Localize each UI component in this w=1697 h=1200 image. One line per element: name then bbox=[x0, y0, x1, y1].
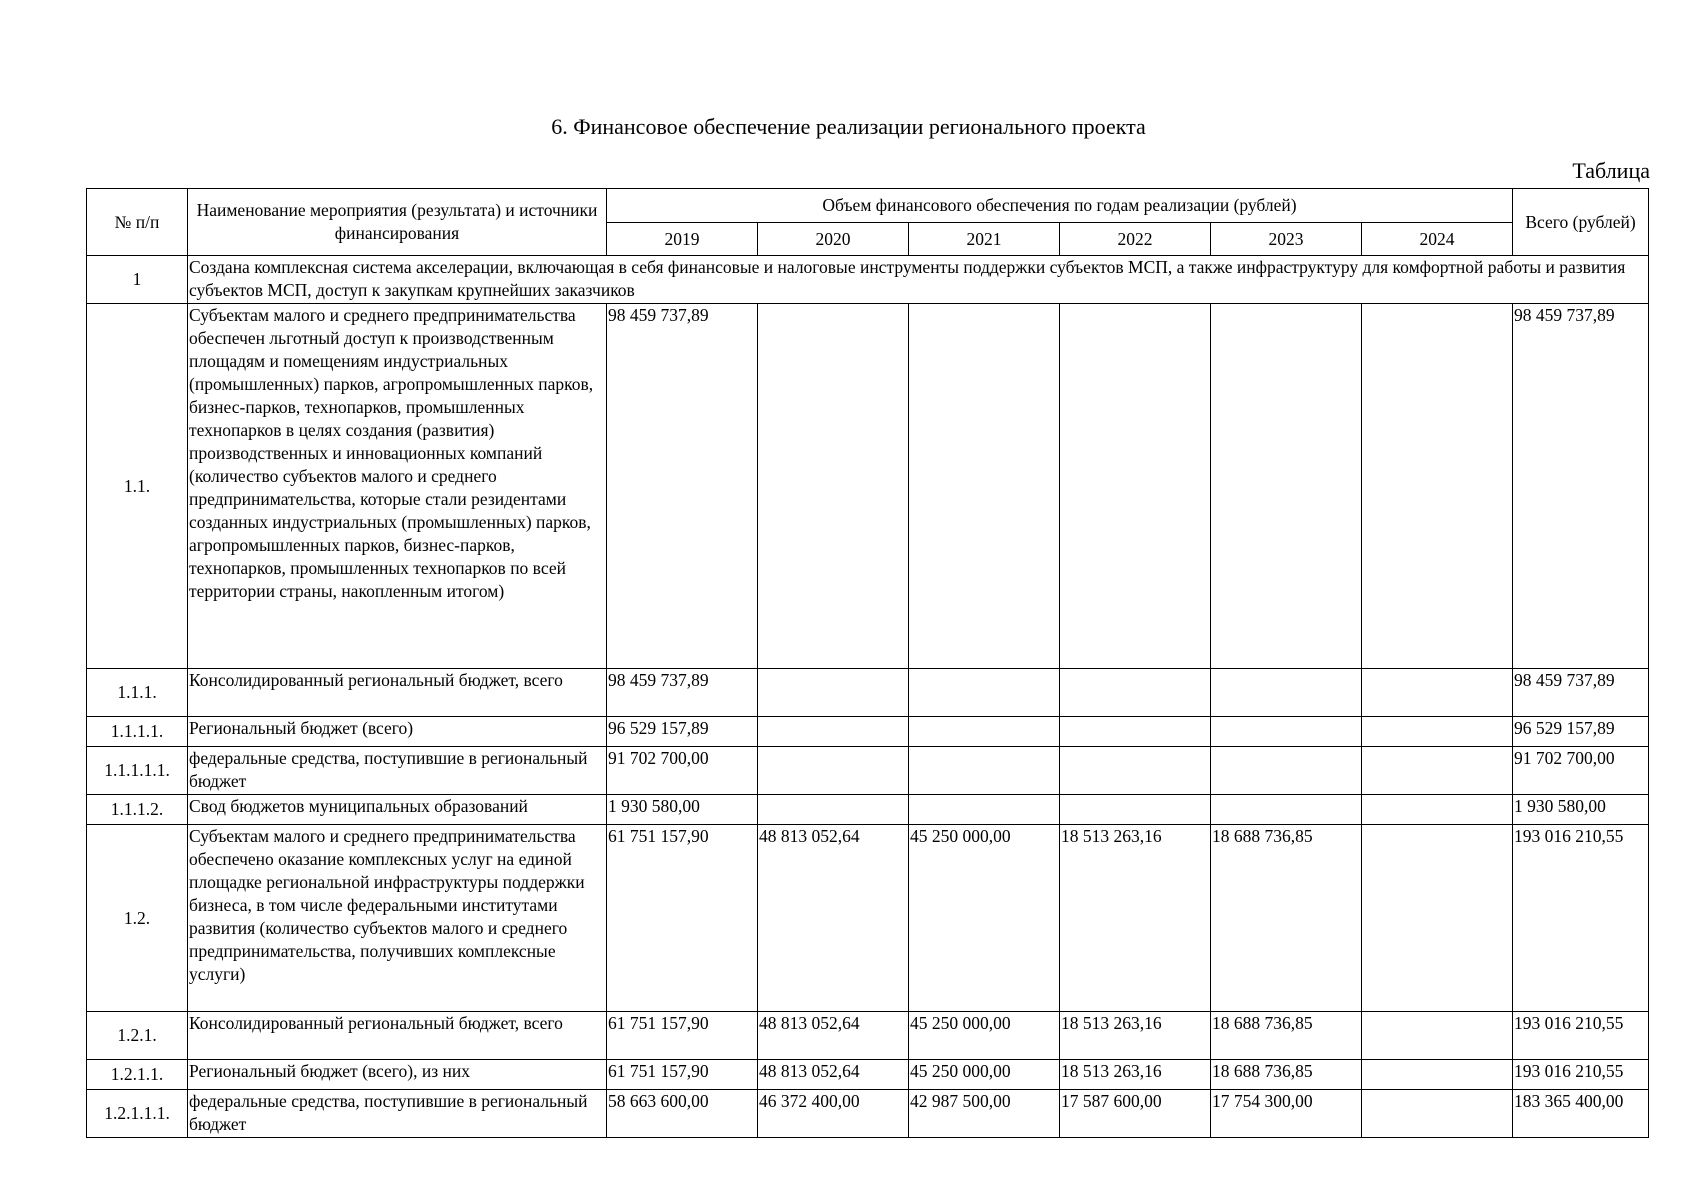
row-name: Субъектам малого и среднего предпринимательства обеспечен льготный доступ к производственным площадям и помещениям индустриальных (промышленных) парков, агропромышленных парков, бизнес-парков, технопарков, промышленных технопарков в целях создания (развития) производственных и инновационных компаний (количество субъектов малого и среднего предпринимательства, которые стали резидентами созданных индустриальных (промышленных) парков, агропромышленных парков, бизнес-парков, технопарков, промышленных технопарков по всей территории страны, накопленным итогом) bbox=[188, 304, 607, 669]
table-header bbox=[87, 189, 1649, 256]
row-value-2021 bbox=[909, 304, 1060, 669]
row-num: 1.2.1.1. bbox=[87, 1060, 188, 1090]
row-value-2024 bbox=[1362, 717, 1513, 747]
row-total: 193 016 210,55 bbox=[1513, 1060, 1649, 1090]
row-name: Консолидированный региональный бюджет, всего bbox=[188, 669, 607, 717]
row-name: Консолидированный региональный бюджет, всего bbox=[188, 1012, 607, 1060]
row-total: 1 930 580,00 bbox=[1513, 795, 1649, 825]
row-name: Субъектам малого и среднего предпринимательства обеспечено оказание комплексных услуг на единой площадке региональной инфраструктуры поддержки бизнеса, в том числе федеральными институтами развития (количество субъектов малого и среднего предпринимательства, получивших комплексные услуги) bbox=[188, 825, 607, 1012]
row-value-2019: 1 930 580,00 bbox=[607, 795, 758, 825]
row-value-2021: 45 250 000,00 bbox=[909, 1012, 1060, 1060]
table-row bbox=[87, 717, 1649, 747]
row-name: Региональный бюджет (всего), из них bbox=[188, 1060, 607, 1090]
row-value-2020: 48 813 052,64 bbox=[758, 1012, 909, 1060]
section-text: Создана комплексная система акселерации, включающая в себя финансовые и налоговые инструменты поддержки субъектов МСП, а также инфраструктуру для комфортной работы и развития субъектов МСП, доступ к закупкам крупнейших заказчиков bbox=[188, 256, 1649, 304]
row-value-2020 bbox=[758, 669, 909, 717]
header-total: Всего (рублей) bbox=[1513, 189, 1649, 256]
row-value-2020 bbox=[758, 795, 909, 825]
header-volume: Объем финансового обеспечения по годам реализации (рублей) bbox=[607, 189, 1513, 223]
header-year: 2022 bbox=[1060, 223, 1211, 256]
row-value-2022 bbox=[1060, 717, 1211, 747]
table-row bbox=[87, 1090, 1649, 1138]
table-row bbox=[87, 1060, 1649, 1090]
row-num: 1.1.1.1. bbox=[87, 717, 188, 747]
table-row bbox=[87, 304, 1649, 669]
row-num: 1.1.1.2. bbox=[87, 795, 188, 825]
row-value-2020: 48 813 052,64 bbox=[758, 1060, 909, 1090]
row-total: 183 365 400,00 bbox=[1513, 1090, 1649, 1138]
row-value-2019: 91 702 700,00 bbox=[607, 747, 758, 795]
row-num: 1.1.1. bbox=[87, 669, 188, 717]
header-year: 2024 bbox=[1362, 223, 1513, 256]
row-value-2024 bbox=[1362, 304, 1513, 669]
row-num: 1.1.1.1.1. bbox=[87, 747, 188, 795]
row-name: Свод бюджетов муниципальных образований bbox=[188, 795, 607, 825]
row-value-2020 bbox=[758, 747, 909, 795]
header-name: Наименование мероприятия (результата) и источники финансирования bbox=[188, 189, 607, 256]
row-num: 1.2.1. bbox=[87, 1012, 188, 1060]
row-value-2023 bbox=[1211, 304, 1362, 669]
row-value-2021 bbox=[909, 795, 1060, 825]
row-value-2021 bbox=[909, 747, 1060, 795]
table-row bbox=[87, 795, 1649, 825]
row-value-2023: 18 688 736,85 bbox=[1211, 1060, 1362, 1090]
row-value-2023: 18 688 736,85 bbox=[1211, 1012, 1362, 1060]
table-row bbox=[87, 1012, 1649, 1060]
row-value-2023: 17 754 300,00 bbox=[1211, 1090, 1362, 1138]
header-num: № п/п bbox=[87, 189, 188, 256]
header-year: 2020 bbox=[758, 223, 909, 256]
row-value-2020: 48 813 052,64 bbox=[758, 825, 909, 1012]
row-value-2024 bbox=[1362, 825, 1513, 1012]
row-value-2022: 18 513 263,16 bbox=[1060, 825, 1211, 1012]
row-value-2021: 45 250 000,00 bbox=[909, 825, 1060, 1012]
header-year: 2021 bbox=[909, 223, 1060, 256]
row-value-2024 bbox=[1362, 747, 1513, 795]
row-name: федеральные средства, поступившие в региональный бюджет bbox=[188, 1090, 607, 1138]
row-value-2022: 17 587 600,00 bbox=[1060, 1090, 1211, 1138]
page-title: 6. Финансовое обеспечение реализации регионального проекта bbox=[551, 114, 1146, 139]
table-body bbox=[87, 256, 1649, 1138]
row-total: 91 702 700,00 bbox=[1513, 747, 1649, 795]
row-value-2024 bbox=[1362, 795, 1513, 825]
row-value-2021: 42 987 500,00 bbox=[909, 1090, 1060, 1138]
row-value-2019: 98 459 737,89 bbox=[607, 669, 758, 717]
row-total: 98 459 737,89 bbox=[1513, 669, 1649, 717]
row-value-2023 bbox=[1211, 717, 1362, 747]
header-year: 2019 bbox=[607, 223, 758, 256]
row-value-2020 bbox=[758, 717, 909, 747]
row-value-2019: 58 663 600,00 bbox=[607, 1090, 758, 1138]
row-value-2022: 18 513 263,16 bbox=[1060, 1012, 1211, 1060]
table-label: Таблица bbox=[1572, 158, 1650, 183]
row-value-2021: 45 250 000,00 bbox=[909, 1060, 1060, 1090]
row-value-2022 bbox=[1060, 304, 1211, 669]
row-value-2019: 98 459 737,89 bbox=[607, 304, 758, 669]
row-value-2021 bbox=[909, 669, 1060, 717]
table-row bbox=[87, 669, 1649, 717]
row-total: 193 016 210,55 bbox=[1513, 825, 1649, 1012]
table-row bbox=[87, 825, 1649, 1012]
row-value-2022 bbox=[1060, 669, 1211, 717]
row-value-2022 bbox=[1060, 747, 1211, 795]
row-value-2019: 61 751 157,90 bbox=[607, 1060, 758, 1090]
financing-table bbox=[86, 188, 1649, 1138]
row-value-2022: 18 513 263,16 bbox=[1060, 1060, 1211, 1090]
row-value-2023 bbox=[1211, 795, 1362, 825]
row-num: 1.2. bbox=[87, 825, 188, 1012]
row-value-2019: 61 751 157,90 bbox=[607, 1012, 758, 1060]
row-total: 96 529 157,89 bbox=[1513, 717, 1649, 747]
row-value-2019: 61 751 157,90 bbox=[607, 825, 758, 1012]
row-value-2023 bbox=[1211, 747, 1362, 795]
row-name: федеральные средства, поступившие в региональный бюджет bbox=[188, 747, 607, 795]
row-num: 1.2.1.1.1. bbox=[87, 1090, 188, 1138]
table-row bbox=[87, 747, 1649, 795]
row-value-2019: 96 529 157,89 bbox=[607, 717, 758, 747]
row-num: 1.1. bbox=[87, 304, 188, 669]
row-value-2024 bbox=[1362, 669, 1513, 717]
row-value-2020 bbox=[758, 304, 909, 669]
row-total: 98 459 737,89 bbox=[1513, 304, 1649, 669]
section-num: 1 bbox=[87, 256, 188, 304]
row-value-2020: 46 372 400,00 bbox=[758, 1090, 909, 1138]
row-value-2024 bbox=[1362, 1012, 1513, 1060]
row-value-2023 bbox=[1211, 669, 1362, 717]
row-value-2024 bbox=[1362, 1060, 1513, 1090]
header-year: 2023 bbox=[1211, 223, 1362, 256]
section-row bbox=[87, 256, 1649, 304]
row-value-2024 bbox=[1362, 1090, 1513, 1138]
row-value-2022 bbox=[1060, 795, 1211, 825]
row-total: 193 016 210,55 bbox=[1513, 1012, 1649, 1060]
row-name: Региональный бюджет (всего) bbox=[188, 717, 607, 747]
row-value-2023: 18 688 736,85 bbox=[1211, 825, 1362, 1012]
row-value-2021 bbox=[909, 717, 1060, 747]
